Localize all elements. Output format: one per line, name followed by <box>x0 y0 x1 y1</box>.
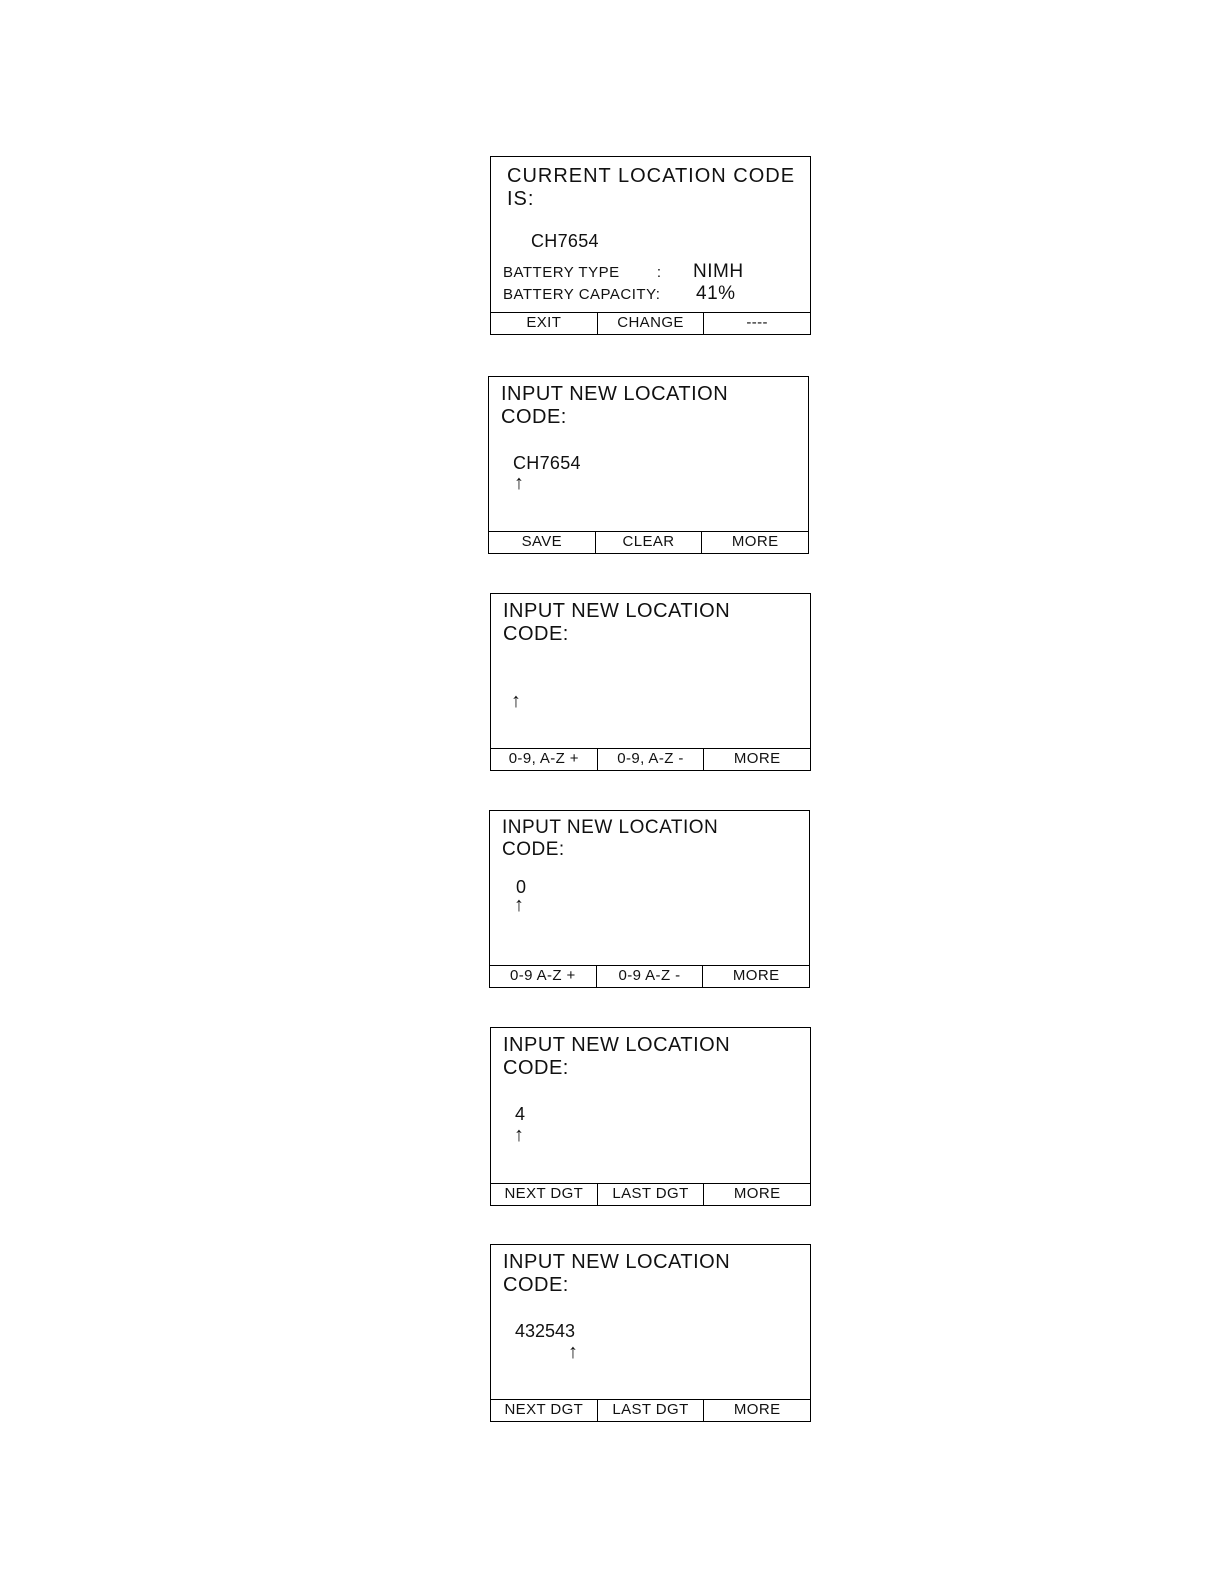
screen-input-first-char <box>489 810 810 988</box>
location-code: 0 <box>516 877 527 897</box>
screen-current-location <box>490 156 811 335</box>
more-softkey[interactable]: MORE <box>733 1185 781 1202</box>
more-softkey[interactable]: MORE <box>732 967 780 984</box>
more-softkey[interactable]: MORE <box>733 750 781 767</box>
next-digit-softkey[interactable]: NEXT DGT <box>491 1184 598 1205</box>
cursor-arrow-icon: ↑ <box>514 894 524 916</box>
last-digit-softkey[interactable]: LAST DGT <box>598 1400 705 1421</box>
softkey-bar <box>491 1183 810 1205</box>
screen-input-existing-code <box>488 376 809 554</box>
screen-input-cleared-code <box>490 593 811 771</box>
more-softkey[interactable]: MORE <box>731 533 779 550</box>
battery-type-value: NIMH <box>693 261 744 282</box>
char-down-softkey[interactable]: 0-9 A-Z - <box>597 966 704 987</box>
softkey-bar <box>491 1399 810 1421</box>
cursor-arrow-icon: ↑ <box>568 1341 578 1363</box>
softkey-bar <box>491 312 810 334</box>
screen-title: INPUT NEW LOCATION CODE: <box>503 1034 731 1079</box>
last-digit-softkey[interactable]: LAST DGT <box>598 1184 705 1205</box>
char-up-softkey[interactable]: 0-9, A-Z + <box>491 749 598 770</box>
char-up-softkey[interactable]: 0-9 A-Z + <box>490 966 597 987</box>
cursor-arrow-icon: ↑ <box>511 690 521 712</box>
location-code: CH7654 <box>531 231 599 251</box>
screen-title: INPUT NEW LOCATION CODE: <box>503 1251 731 1296</box>
location-code: 4 <box>515 1104 526 1124</box>
screen-title: CURRENT LOCATION CODE IS: <box>507 165 796 210</box>
battery-capacity-value: 41% <box>696 283 736 304</box>
location-code: CH7654 <box>513 453 581 473</box>
location-code: 432543 <box>515 1321 576 1341</box>
battery-type-row <box>503 261 744 282</box>
softkey-bar <box>489 531 808 553</box>
cursor-arrow-icon: ↑ <box>514 1124 524 1146</box>
softkey-bar <box>490 965 809 987</box>
softkey-bar <box>491 748 810 770</box>
screen-title: INPUT NEW LOCATION CODE: <box>502 817 719 860</box>
save-softkey[interactable]: SAVE <box>489 532 596 553</box>
screen-input-digit-nav <box>490 1027 811 1206</box>
exit-softkey[interactable]: EXIT <box>491 313 598 334</box>
char-down-softkey[interactable]: 0-9, A-Z - <box>598 749 705 770</box>
next-digit-softkey[interactable]: NEXT DGT <box>491 1400 598 1421</box>
more-softkey[interactable]: MORE <box>733 1401 781 1418</box>
screen-title: INPUT NEW LOCATION CODE: <box>503 600 731 645</box>
change-softkey[interactable]: CHANGE <box>598 313 705 334</box>
battery-type-label: BATTERY TYPE : <box>503 264 662 281</box>
clear-softkey[interactable]: CLEAR <box>596 532 703 553</box>
screen-input-full-code <box>490 1244 811 1422</box>
blank-softkey[interactable]: ---- <box>746 314 768 331</box>
cursor-arrow-icon: ↑ <box>514 472 524 494</box>
battery-capacity-label: BATTERY CAPACITY: <box>503 286 661 303</box>
screen-title: INPUT NEW LOCATION CODE: <box>501 383 729 428</box>
battery-capacity-row <box>503 283 736 304</box>
